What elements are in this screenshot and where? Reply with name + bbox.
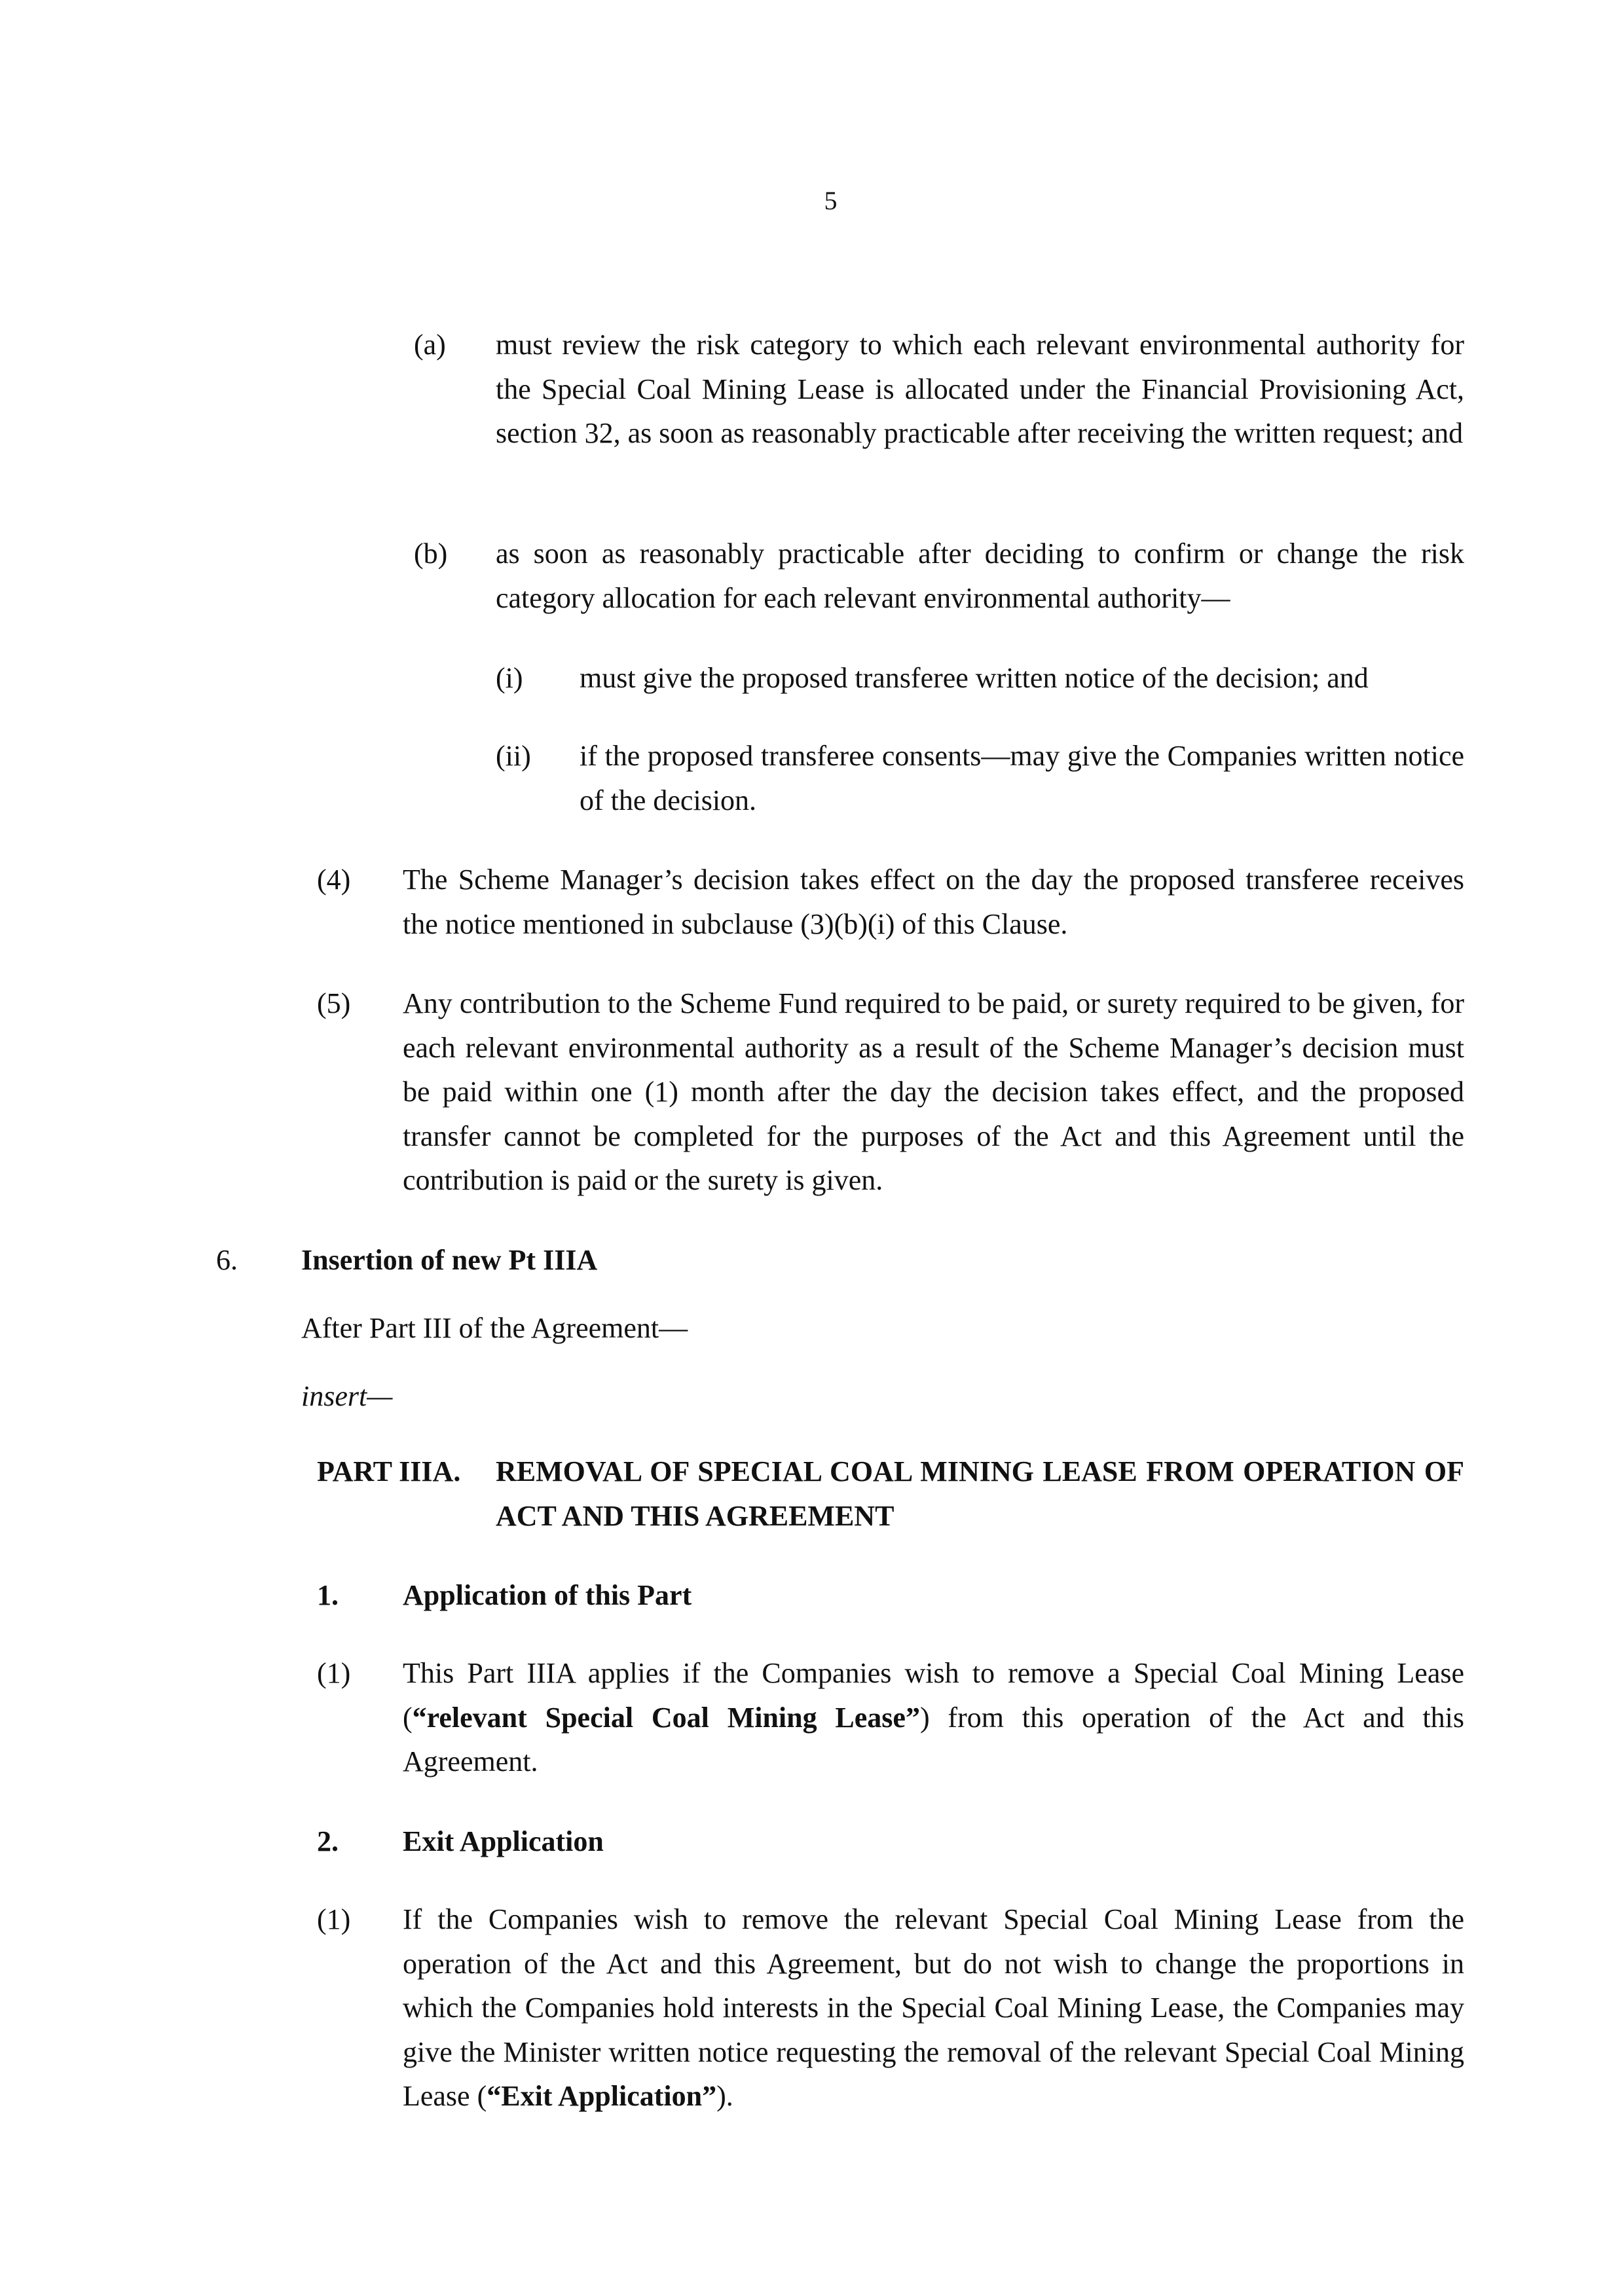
part-iiia-label: PART IIIA. xyxy=(317,1455,461,1487)
clause-2-heading: Exit Application xyxy=(403,1825,604,1857)
sub-b-ii-text: if the proposed transferee consents—may give the Companies written notice of the decision. xyxy=(580,740,1464,816)
clause-2-defined-term: “Exit Application” xyxy=(487,2080,717,2112)
section-6-insert: insert— xyxy=(301,1380,393,1412)
sub-b-text: as soon as reasonably practicable after deciding to confirm or change the risk category allocation for each relevant environmental authority— xyxy=(496,538,1464,614)
clause-4-text: The Scheme Manager’s decision takes effect on the day the proposed transferee receives the notice mentioned in subclause (3)(b)(i) of this Clause. xyxy=(403,864,1464,940)
sub-a-label: (a) xyxy=(414,329,446,361)
sub-a-text: must review the risk category to which each relevant environmental authority for the Special Coal Mining Lease is allocated under the Financial Provisioning Act, section 32, as soon as reasonably practicable after receiving the written request; and xyxy=(496,329,1464,449)
clause-2-text-before: If the Companies wish to remove the relevant Special Coal Mining Lease from the operation of the Act and this Agreement, but do not wish to change the proportions in which the Companies hold interests in the Special Coal Mining Lease, the Companies may give the Minister written notice requesting the removal of the relevant Special Coal Mining Lease ( xyxy=(403,1903,1464,2112)
clause-4-label: (4) xyxy=(317,864,351,896)
clause-1-text-after: ) from this operation of the Act and this Agreement. xyxy=(403,1701,1464,1777)
clause-1-text xyxy=(403,1651,1464,1784)
clause-1-heading: Application of this Part xyxy=(403,1579,692,1611)
clause-1-defined-term: “relevant Special Coal Mining Lease” xyxy=(412,1701,920,1734)
sub-b-label: (b) xyxy=(414,538,448,570)
clause-2-sub-label: (1) xyxy=(317,1903,351,1935)
page-number: 5 xyxy=(824,186,838,215)
clause-2-text xyxy=(403,1897,1464,2119)
clause-5-text: Any contribution to the Scheme Fund required to be paid, or surety required to be given, for each relevant environmental authority as a result of the Scheme Manager’s decision must be paid within one (1) month after the day the decision takes effect, and the proposed transfer cannot be completed for the purposes of the Act and this Agreement until the contribution is paid or the surety is given. xyxy=(403,987,1464,1196)
sub-b-i-text: must give the proposed transferee written notice of the decision; and xyxy=(580,662,1369,694)
clause-2-number: 2. xyxy=(317,1825,339,1857)
section-6-number: 6. xyxy=(216,1244,238,1276)
clause-1-text-before: This Part IIIA applies if the Companies wish to remove a Special Coal Mining Lease ( xyxy=(403,1657,1464,1734)
clause-5-label: (5) xyxy=(317,987,351,1019)
sub-b-i-label: (i) xyxy=(496,662,523,694)
section-6-intro: After Part III of the Agreement— xyxy=(301,1312,688,1344)
part-iiia-title: REMOVAL OF SPECIAL COAL MINING LEASE FROM OPERATION OF ACT AND THIS AGREEMENT xyxy=(496,1455,1464,1532)
clause-1-sub-label: (1) xyxy=(317,1657,351,1689)
section-6-heading: Insertion of new Pt IIIA xyxy=(301,1244,598,1276)
clause-1-number: 1. xyxy=(317,1579,339,1611)
clause-2-text-after: ). xyxy=(716,2080,733,2112)
sub-b-ii-label: (ii) xyxy=(496,740,531,772)
